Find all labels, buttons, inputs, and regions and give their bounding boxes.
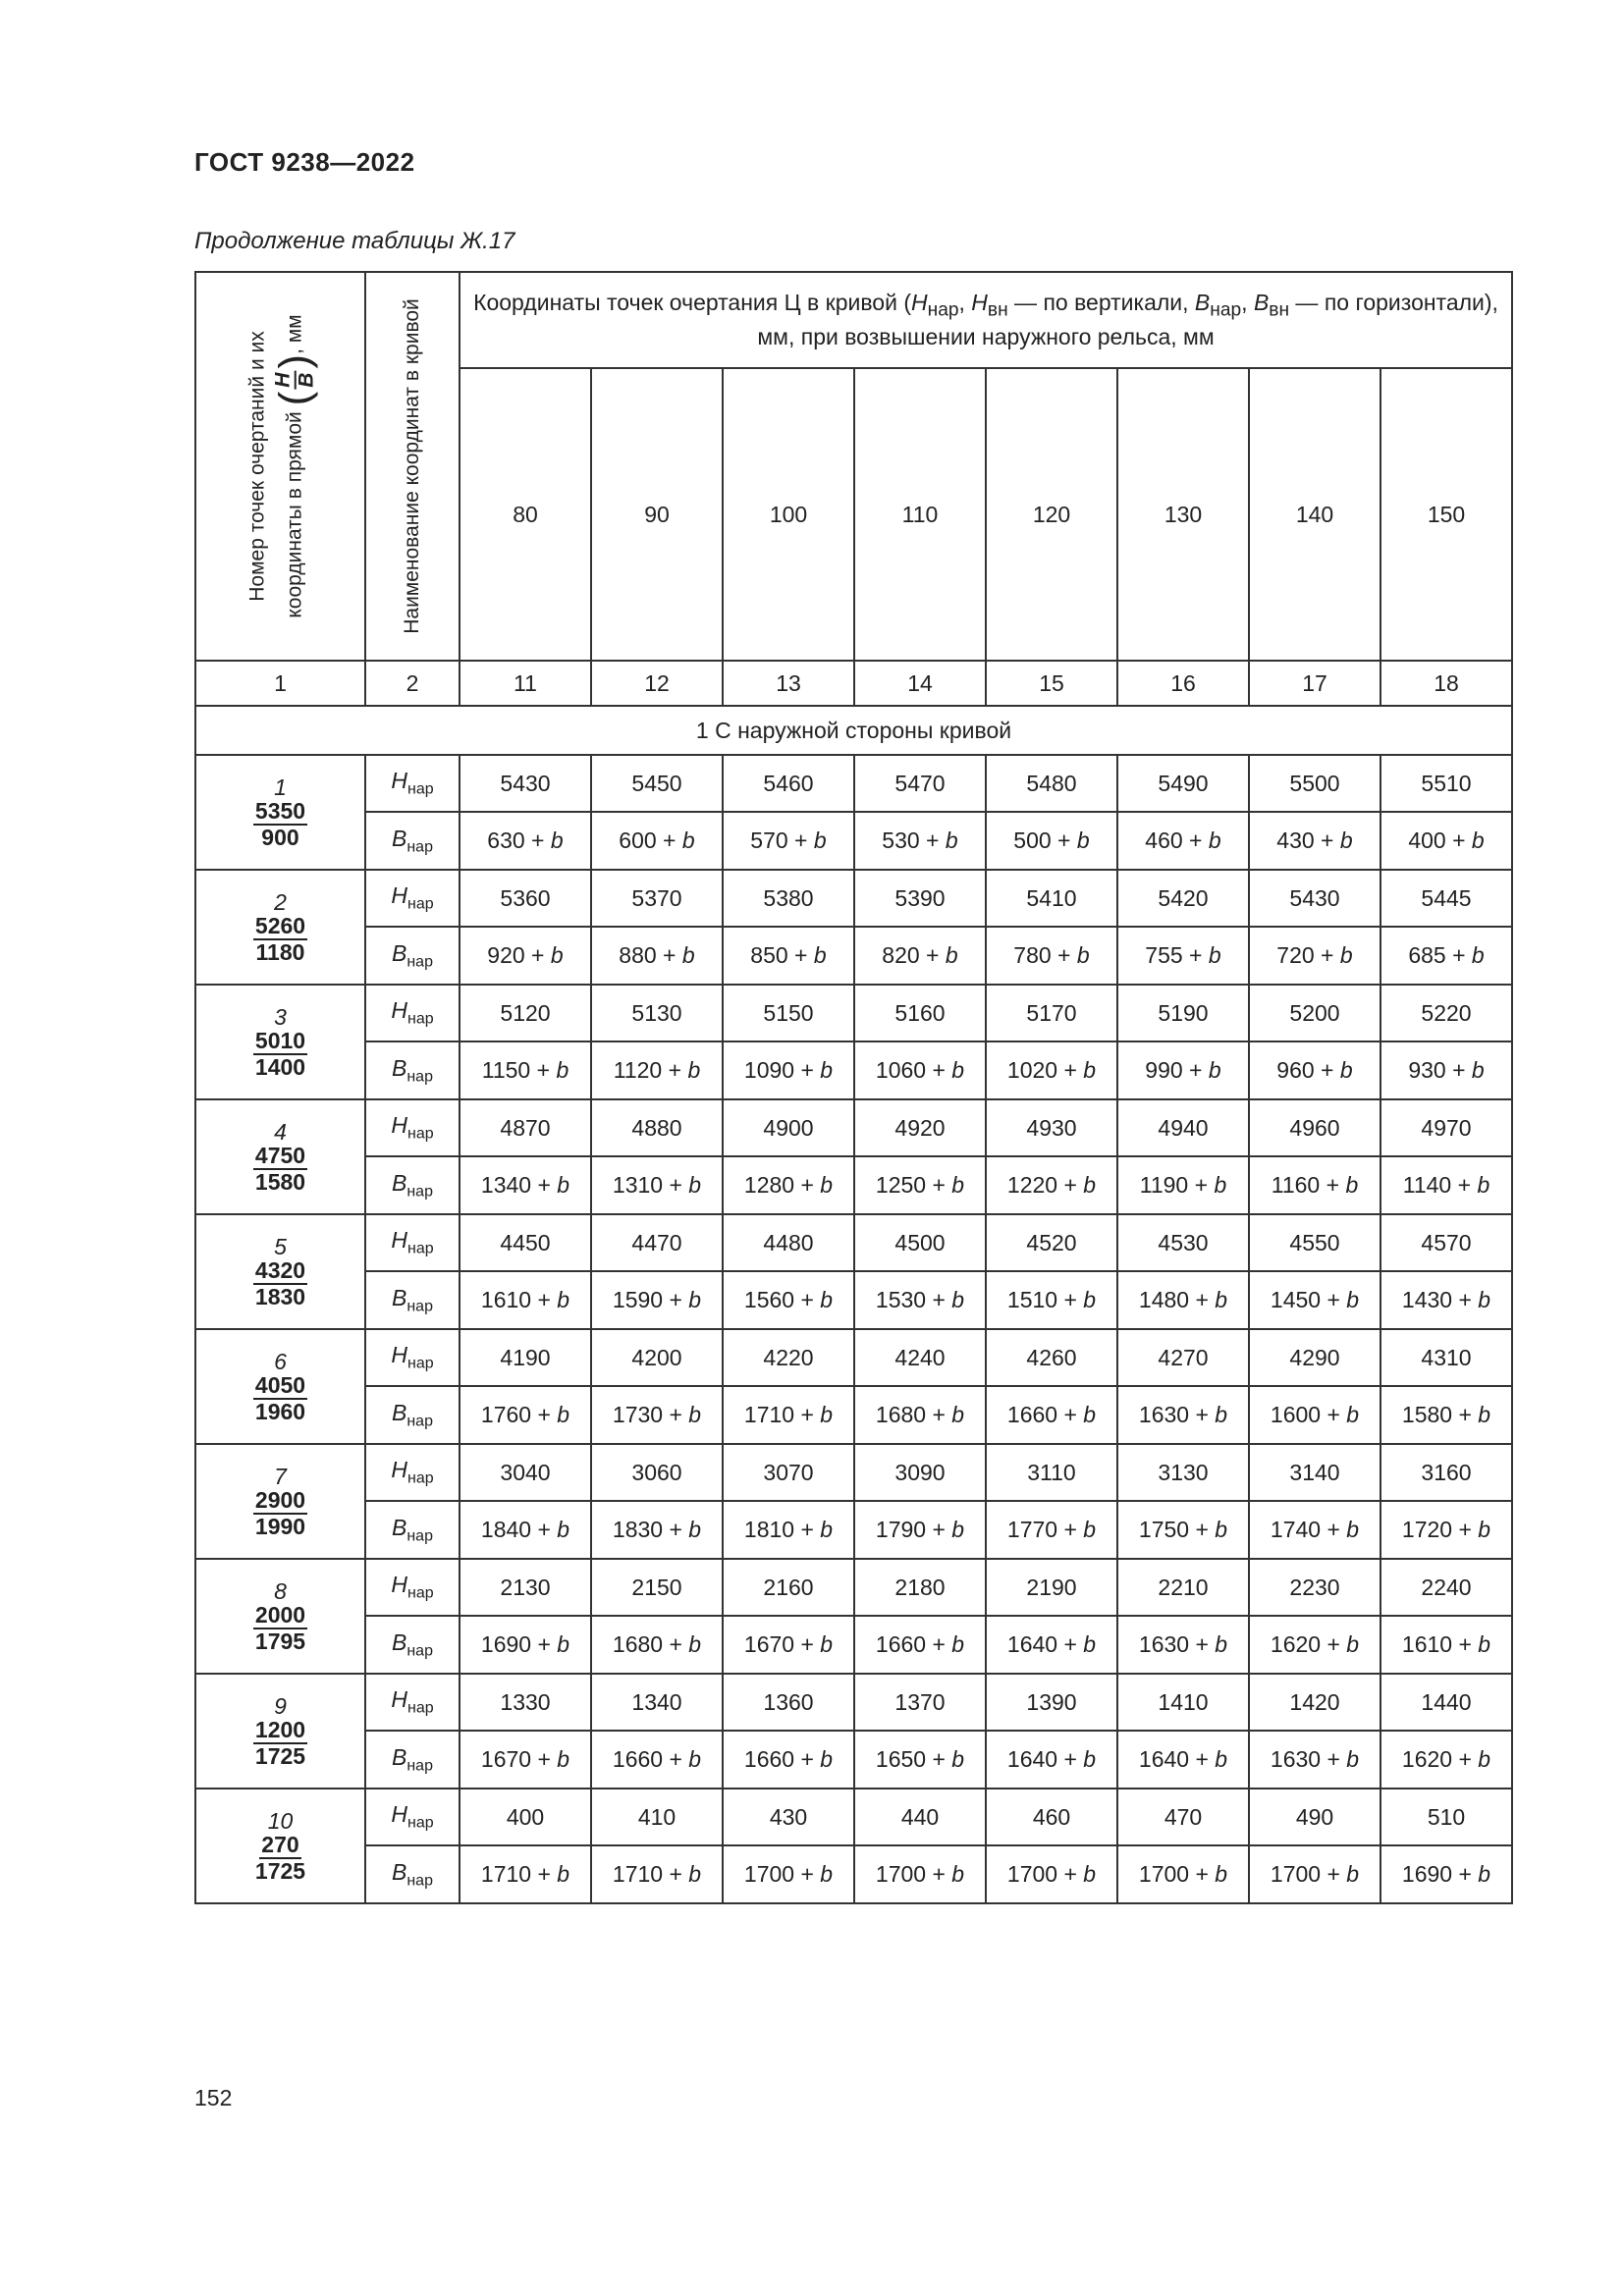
h-value-cell: 4870 [460,1099,591,1156]
h-value-cell: 2190 [986,1559,1117,1616]
h-value-cell: 5220 [1380,985,1512,1041]
point-index: 7 [274,1464,287,1490]
b-value-cell: 460 + b [1117,812,1249,870]
table-row [195,1386,1512,1444]
b-value-cell: 1700 + b [1249,1845,1380,1903]
h-value-cell: 5370 [591,870,723,927]
h-value-cell: 490 [1249,1789,1380,1845]
point-cell [195,1099,365,1214]
h-value-cell: 4570 [1380,1214,1512,1271]
h-value-cell: 3140 [1249,1444,1380,1501]
h-value-cell: 2230 [1249,1559,1380,1616]
h-value-cell: 5510 [1380,755,1512,812]
b-value-cell: 1750 + b [1117,1501,1249,1559]
elevation-header: 90 [591,368,723,661]
document-title: ГОСТ 9238—2022 [194,147,415,177]
h-value-cell: 3040 [460,1444,591,1501]
coord-name-h: $H_{нар}$ [365,1674,460,1731]
h-value-cell: 5470 [854,755,986,812]
elevation-header: 120 [986,368,1117,661]
h-value-cell: 2180 [854,1559,986,1616]
point-hb-fraction [253,1029,307,1078]
header-point-number-line1: Номер точек очертаний и их [245,331,269,602]
point-cell [195,1444,365,1559]
point-b: 1180 [255,938,305,965]
point-cell [195,1674,365,1789]
h-value-cell: 1370 [854,1674,986,1731]
b-value-cell: 930 + b [1380,1041,1512,1099]
coord-name-b: $B_{нар}$ [365,1386,460,1444]
point-h: 4050 [254,1372,306,1399]
h-value-cell: 3110 [986,1444,1117,1501]
section-title: 1 С наружной стороны кривой [195,706,1512,755]
h-value-cell: 4520 [986,1214,1117,1271]
b-value-cell: 1190 + b [1117,1156,1249,1214]
h-value-cell: 1390 [986,1674,1117,1731]
coordinates-table [194,271,1513,1904]
point-h: 4320 [254,1257,306,1284]
coord-name-b: $B_{нар}$ [365,927,460,985]
h-value-cell: 4940 [1117,1099,1249,1156]
point-cell [195,870,365,985]
point-hb-fraction [253,799,307,848]
b-value-cell: 1020 + b [986,1041,1117,1099]
point-index: 2 [274,889,287,916]
b-value-cell: 1160 + b [1249,1156,1380,1214]
point-b: 1725 [254,1742,306,1769]
column-number: 17 [1249,661,1380,706]
b-value-cell: 1690 + b [1380,1845,1512,1903]
point-b: 1990 [254,1513,306,1539]
coord-name-b: $B_{нар}$ [365,1845,460,1903]
b-value-cell: 500 + b [986,812,1117,870]
point-h: 270 [261,1832,299,1858]
elevation-header: 80 [460,368,591,661]
point-hb-fraction [253,914,307,963]
b-value-cell: 1700 + b [986,1845,1117,1903]
b-value-cell: 1640 + b [986,1731,1117,1789]
header-point-number-line2: координаты в прямой [283,411,306,618]
b-value-cell: 1680 + b [591,1616,723,1674]
b-value-cell: 1710 + b [591,1845,723,1903]
h-value-cell: 1340 [591,1674,723,1731]
point-hb-fraction [253,1373,307,1422]
h-value-cell: 1440 [1380,1674,1512,1731]
table-row [195,927,1512,985]
point-cell [195,755,365,870]
b-value-cell: 755 + b [1117,927,1249,985]
point-h: 1200 [254,1717,306,1743]
b-value-cell: 1650 + b [854,1731,986,1789]
h-value-cell: 3060 [591,1444,723,1501]
b-value-cell: 430 + b [1249,812,1380,870]
header-hb-fraction: ( H B ) [270,353,319,406]
b-value-cell: 1660 + b [723,1731,854,1789]
coord-name-b: $B_{нар}$ [365,1041,460,1099]
h-value-cell: 5190 [1117,985,1249,1041]
b-value-cell: 850 + b [723,927,854,985]
column-number: 12 [591,661,723,706]
table-row [195,1789,1512,1845]
table-caption: Продолжение таблицы Ж.17 [194,228,515,254]
point-cell [195,1214,365,1329]
b-value-cell: 920 + b [460,927,591,985]
point-hb-fraction [255,1833,305,1882]
h-value-cell: 2150 [591,1559,723,1616]
h-value-cell: 2130 [460,1559,591,1616]
b-value-cell: 1670 + b [460,1731,591,1789]
h-value-cell: 4290 [1249,1329,1380,1386]
point-h: 2000 [254,1602,306,1629]
h-value-cell: 5150 [723,985,854,1041]
h-value-cell: 5200 [1249,985,1380,1041]
elevation-header: 100 [723,368,854,661]
h-value-cell: 440 [854,1789,986,1845]
h-value-cell: 5130 [591,985,723,1041]
h-value-cell: 5410 [986,870,1117,927]
b-value-cell: 1710 + b [723,1386,854,1444]
h-value-cell: 4220 [723,1329,854,1386]
b-value-cell: 1430 + b [1380,1271,1512,1329]
point-index: 6 [274,1349,287,1375]
h-value-cell: 4930 [986,1099,1117,1156]
table-row [195,1674,1512,1731]
h-value-cell: 1360 [723,1674,854,1731]
page-number: 152 [194,2085,233,2110]
table-row [195,1156,1512,1214]
h-value-cell: 4260 [986,1329,1117,1386]
point-hb-fraction [253,1603,307,1652]
point-b: 1725 [254,1857,306,1884]
coord-name-b: $B_{нар}$ [365,1156,460,1214]
h-value-cell: 4900 [723,1099,854,1156]
b-value-cell: 630 + b [460,812,591,870]
point-b: 1960 [254,1398,306,1424]
h-value-cell: 4880 [591,1099,723,1156]
coord-name-h: $H_{нар}$ [365,1559,460,1616]
column-number: 14 [854,661,986,706]
point-cell [195,1789,365,1903]
b-value-cell: 1640 + b [1117,1731,1249,1789]
h-value-cell: 1410 [1117,1674,1249,1731]
h-value-cell: 4550 [1249,1214,1380,1271]
table-row [195,1444,1512,1501]
point-index: 10 [267,1808,294,1835]
h-value-cell: 4920 [854,1099,986,1156]
point-hb-fraction [253,1718,307,1767]
coord-name-h: $H_{нар}$ [365,1789,460,1845]
h-value-cell: 430 [723,1789,854,1845]
header-point-number [195,272,365,661]
h-value-cell: 4310 [1380,1329,1512,1386]
point-cell [195,1559,365,1674]
h-value-cell: 4960 [1249,1099,1380,1156]
b-value-cell: 1730 + b [591,1386,723,1444]
b-value-cell: 1250 + b [854,1156,986,1214]
b-value-cell: 1340 + b [460,1156,591,1214]
column-number: 15 [986,661,1117,706]
h-value-cell: 2160 [723,1559,854,1616]
point-b: 1580 [254,1168,306,1195]
point-hb-fraction [253,1144,307,1193]
b-value-cell: 1680 + b [854,1386,986,1444]
coord-name-h: $H_{нар}$ [365,1214,460,1271]
b-value-cell: 1610 + b [460,1271,591,1329]
b-value-cell: 1530 + b [854,1271,986,1329]
point-h: 4750 [254,1143,306,1169]
coord-name-b: $B_{нар}$ [365,1616,460,1674]
b-value-cell: 1630 + b [1117,1386,1249,1444]
b-value-cell: 880 + b [591,927,723,985]
header-coordinates: Координаты точек очертания Ц в кривой ($H_{нар}$, $H_{вн}$ — по вертикали, $B_{нар}$, $B_{вн}$ — по горизонтали), мм, при возвышении наружного рельса, мм [460,272,1512,368]
h-value-cell: 5390 [854,870,986,927]
column-number: 13 [723,661,854,706]
b-value-cell: 1450 + b [1249,1271,1380,1329]
h-value-cell: 410 [591,1789,723,1845]
h-value-cell: 5460 [723,755,854,812]
b-value-cell: 1660 + b [591,1731,723,1789]
b-value-cell: 1760 + b [460,1386,591,1444]
h-value-cell: 4530 [1117,1214,1249,1271]
b-value-cell: 1700 + b [1117,1845,1249,1903]
column-number: 16 [1117,661,1249,706]
h-value-cell: 5360 [460,870,591,927]
b-value-cell: 1630 + b [1249,1731,1380,1789]
coord-name-h: $H_{нар}$ [365,755,460,812]
b-value-cell: 1620 + b [1380,1731,1512,1789]
h-value-cell: 1420 [1249,1674,1380,1731]
section-row [195,706,1512,755]
b-value-cell: 1580 + b [1380,1386,1512,1444]
coord-name-h: $H_{нар}$ [365,985,460,1041]
b-value-cell: 1280 + b [723,1156,854,1214]
h-value-cell: 4240 [854,1329,986,1386]
point-b: 900 [261,824,299,850]
h-value-cell: 5170 [986,985,1117,1041]
table-row [195,870,1512,927]
b-value-cell: 990 + b [1117,1041,1249,1099]
b-value-cell: 1690 + b [460,1616,591,1674]
point-h: 5010 [254,1028,306,1054]
coord-name-b: $B_{нар}$ [365,812,460,870]
coord-name-b: $B_{нар}$ [365,1731,460,1789]
coord-name-b: $B_{нар}$ [365,1501,460,1559]
point-cell [195,1329,365,1444]
h-value-cell: 3160 [1380,1444,1512,1501]
point-h: 5350 [254,798,306,825]
table-row [195,1099,1512,1156]
point-cell [195,985,365,1099]
h-value-cell: 4500 [854,1214,986,1271]
point-h: 5260 [254,913,306,939]
h-value-cell: 2240 [1380,1559,1512,1616]
b-value-cell: 1720 + b [1380,1501,1512,1559]
b-value-cell: 1510 + b [986,1271,1117,1329]
h-value-cell: 4190 [460,1329,591,1386]
point-index: 3 [274,1004,287,1031]
h-value-cell: 5420 [1117,870,1249,927]
table-row [195,755,1512,812]
b-value-cell: 600 + b [591,812,723,870]
b-value-cell: 685 + b [1380,927,1512,985]
b-value-cell: 1150 + b [460,1041,591,1099]
column-number: 1 [195,661,365,706]
b-value-cell: 400 + b [1380,812,1512,870]
b-value-cell: 720 + b [1249,927,1380,985]
point-b: 1400 [254,1053,306,1080]
b-value-cell: 1670 + b [723,1616,854,1674]
b-value-cell: 780 + b [986,927,1117,985]
b-value-cell: 1610 + b [1380,1616,1512,1674]
table-row [195,1329,1512,1386]
h-value-cell: 4970 [1380,1099,1512,1156]
h-value-cell: 5380 [723,870,854,927]
coord-name-h: $H_{нар}$ [365,1329,460,1386]
b-value-cell: 1310 + b [591,1156,723,1214]
point-index: 9 [274,1693,287,1720]
elevation-header: 130 [1117,368,1249,661]
b-value-cell: 1560 + b [723,1271,854,1329]
point-b: 1830 [254,1283,306,1309]
header-unit: , мм [283,314,306,354]
point-hb-fraction [253,1488,307,1537]
b-value-cell: 820 + b [854,927,986,985]
b-value-cell: 1590 + b [591,1271,723,1329]
b-value-cell: 1220 + b [986,1156,1117,1214]
elevation-header: 110 [854,368,986,661]
b-value-cell: 570 + b [723,812,854,870]
h-value-cell: 3070 [723,1444,854,1501]
b-value-cell: 1140 + b [1380,1156,1512,1214]
coord-name-h: $H_{нар}$ [365,1444,460,1501]
h-value-cell: 5500 [1249,755,1380,812]
point-b: 1795 [254,1628,306,1654]
h-value-cell: 400 [460,1789,591,1845]
h-value-cell: 510 [1380,1789,1512,1845]
h-value-cell: 3130 [1117,1444,1249,1501]
h-value-cell: 4480 [723,1214,854,1271]
b-value-cell: 1700 + b [723,1845,854,1903]
table-row [195,985,1512,1041]
table-row [195,1041,1512,1099]
coord-name-h: $H_{нар}$ [365,870,460,927]
point-index: 8 [274,1578,287,1605]
b-value-cell: 1660 + b [986,1386,1117,1444]
table-row [195,812,1512,870]
b-value-cell: 1480 + b [1117,1271,1249,1329]
elevation-header: 140 [1249,368,1380,661]
b-value-cell: 1620 + b [1249,1616,1380,1674]
table-row [195,1616,1512,1674]
h-value-cell: 5490 [1117,755,1249,812]
b-value-cell: 1120 + b [591,1041,723,1099]
table-row [195,1501,1512,1559]
b-value-cell: 1700 + b [854,1845,986,1903]
h-value-cell: 5120 [460,985,591,1041]
h-value-cell: 4470 [591,1214,723,1271]
b-value-cell: 1740 + b [1249,1501,1380,1559]
b-value-cell: 1840 + b [460,1501,591,1559]
b-value-cell: 530 + b [854,812,986,870]
point-index: 5 [274,1234,287,1260]
point-h: 2900 [254,1487,306,1514]
elevation-header: 150 [1380,368,1512,661]
b-value-cell: 1090 + b [723,1041,854,1099]
table-row [195,1559,1512,1616]
h-value-cell: 5430 [1249,870,1380,927]
h-value-cell: 1330 [460,1674,591,1731]
h-value-cell: 4200 [591,1329,723,1386]
point-index: 4 [274,1119,287,1146]
b-value-cell: 1600 + b [1249,1386,1380,1444]
h-value-cell: 5430 [460,755,591,812]
b-value-cell: 1790 + b [854,1501,986,1559]
h-value-cell: 5445 [1380,870,1512,927]
point-index: 1 [274,774,287,801]
h-value-cell: 4270 [1117,1329,1249,1386]
b-value-cell: 1710 + b [460,1845,591,1903]
b-value-cell: 1660 + b [854,1616,986,1674]
b-value-cell: 1060 + b [854,1041,986,1099]
h-value-cell: 3090 [854,1444,986,1501]
b-value-cell: 1770 + b [986,1501,1117,1559]
b-value-cell: 1640 + b [986,1616,1117,1674]
h-value-cell: 470 [1117,1789,1249,1845]
b-value-cell: 1830 + b [591,1501,723,1559]
table-row [195,1731,1512,1789]
column-number: 11 [460,661,591,706]
coord-name-h: $H_{нар}$ [365,1099,460,1156]
header-coordinate-name: Наименование координат в кривой [365,272,460,661]
table-row [195,1214,1512,1271]
b-value-cell: 1810 + b [723,1501,854,1559]
table-row [195,1271,1512,1329]
h-value-cell: 5450 [591,755,723,812]
column-number: 18 [1380,661,1512,706]
point-hb-fraction [253,1258,307,1308]
table-row [195,1845,1512,1903]
h-value-cell: 5480 [986,755,1117,812]
coord-name-b: $B_{нар}$ [365,1271,460,1329]
h-value-cell: 460 [986,1789,1117,1845]
h-value-cell: 4450 [460,1214,591,1271]
b-value-cell: 1630 + b [1117,1616,1249,1674]
column-number: 2 [365,661,460,706]
h-value-cell: 2210 [1117,1559,1249,1616]
h-value-cell: 5160 [854,985,986,1041]
column-number-row [195,661,1512,706]
b-value-cell: 960 + b [1249,1041,1380,1099]
